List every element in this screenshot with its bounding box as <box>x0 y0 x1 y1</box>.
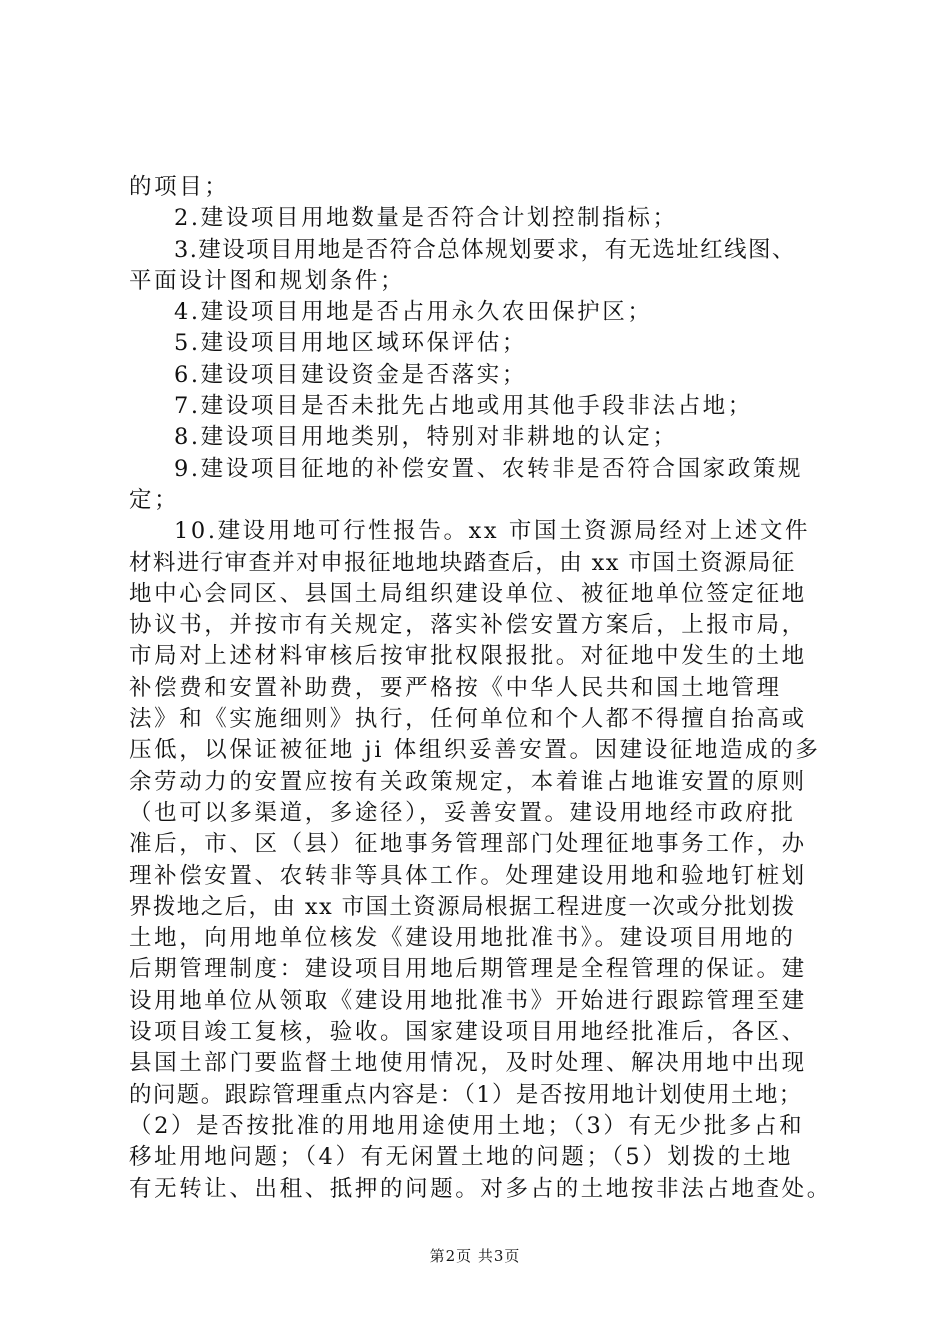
paragraph-line: 准后，市、区（县）征地事务管理部门处理征地事务工作，办 <box>129 831 807 858</box>
paragraph-line: 的问题。跟踪管理重点内容是：（1）是否按用地计划使用土地； <box>129 1081 803 1108</box>
list-item-4: 4.建设项目用地是否占用永久农田保护区； <box>174 299 653 326</box>
paragraph-line: 补偿费和安置补助费，要严格按《中华人民共和国土地管理 <box>129 674 782 701</box>
paragraph-line: （2）是否按批准的用地用途使用土地；（3）有无少批多占和 <box>129 1112 805 1139</box>
paragraph-line: 压低，以保证被征地 ji 体组织妥善安置。因建设征地造成的多 <box>129 737 821 764</box>
paragraph-line: 设用地单位从领取《建设用地批准书》开始进行跟踪管理至建 <box>129 987 807 1014</box>
list-item-2: 2.建设项目用地数量是否符合计划控制指标； <box>174 205 678 232</box>
text-line: 定； <box>129 486 180 513</box>
list-item-9: 9.建设项目征地的补偿安置、农转非是否符合国家政策规 <box>174 455 804 482</box>
paragraph-line: 余劳动力的安置应按有关政策规定，本着谁占地谁安置的原则 <box>129 768 807 795</box>
list-item-6: 6.建设项目建设资金是否落实； <box>174 361 527 388</box>
paragraph-line: 地中心会同区、县国土局组织建设单位、被征地单位签定征地 <box>129 580 807 607</box>
text-line: 平面设计图和规划条件； <box>129 267 406 294</box>
body-text <box>129 172 832 1205</box>
paragraph-line: 有无转让、出租、抵押的问题。对多占的土地按非法占地查处。 <box>129 1175 832 1202</box>
list-item-10: 10.建设用地可行性报告。xx 市国土资源局经对上述文件 <box>174 518 811 545</box>
paragraph-line: 市局对上述材料审核后按审批权限报批。对征地中发生的土地 <box>129 643 807 670</box>
page-footer: 第2页 共3页 <box>429 1247 521 1265</box>
paragraph-line: 法》和《实施细则》执行，任何单位和个人都不得擅自抬高或 <box>129 706 807 733</box>
text-line: 的项目； <box>129 174 230 200</box>
list-item-8: 8.建设项目用地类别，特别对非耕地的认定； <box>174 424 678 451</box>
list-item-7: 7.建设项目是否未批先占地或用其他手段非法占地； <box>174 393 753 420</box>
list-item-3: 3.建设项目用地是否符合总体规划要求，有无选址红线图、 <box>174 236 796 263</box>
paragraph-line: 移址用地问题；（4）有无闲置土地的问题；（5）划拨的土地 <box>129 1144 793 1171</box>
paragraph-line: 土地，向用地单位核发《建设用地批准书》。建设项目用地的 <box>129 925 796 952</box>
paragraph-line: 县国土部门要监督土地使用情况，及时处理、解决用地中出现 <box>129 1050 807 1077</box>
paragraph-line: 设项目竣工复核，验收。国家建设项目用地经批准后，各区、 <box>129 1019 807 1046</box>
paragraph-line: （也可以多渠道，多途径），妥善安置。建设用地经市政府批 <box>129 799 796 826</box>
list-item-5: 5.建设项目用地区域环保评估； <box>174 330 527 357</box>
paragraph-line: 界拨地之后，由 xx 市国土资源局根据工程进度一次或分批划拨 <box>129 893 796 920</box>
paragraph-line: 后期管理制度：建设项目用地后期管理是全程管理的保证。建 <box>129 956 807 983</box>
paragraph-line: 理补偿安置、农转非等具体工作。处理建设用地和验地钉桩划 <box>129 862 807 889</box>
paragraph-line: 材料进行审查并对申报征地地块踏查后，由 xx 市国土资源局征 <box>129 549 796 576</box>
paragraph-line: 协议书，并按市有关规定，落实补偿安置方案后，上报市局， <box>129 612 807 639</box>
